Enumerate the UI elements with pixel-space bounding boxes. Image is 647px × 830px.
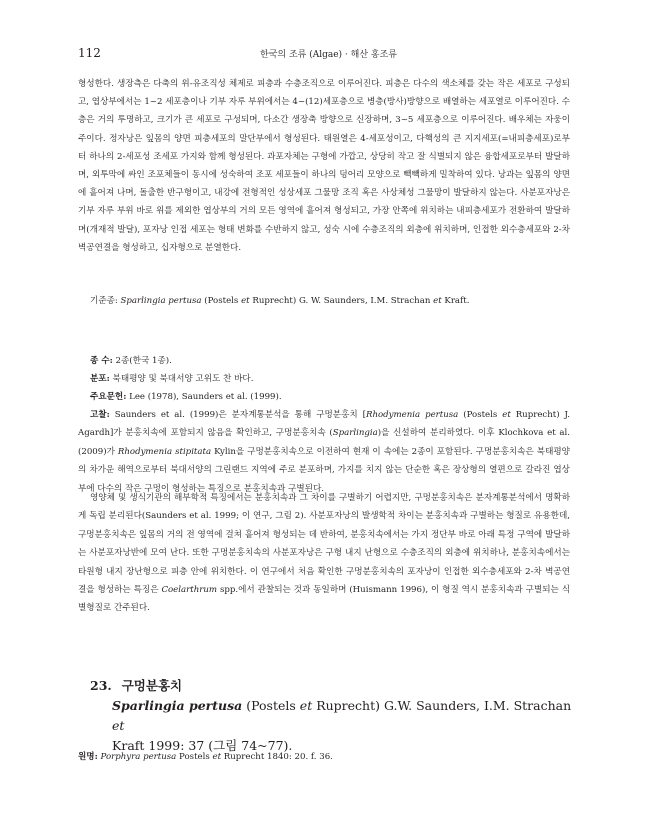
genus-description-paragraph: 형성한다. 생장측은 다축의 위-유조직성 체제로 피층과 수층조직으로 이루어진다. 피층은 다수의 색소체를 갖는 작은 세포로 구성되고, 엽상부에서는 1~2 세포층이나 기부 자루 부위에서는 4~(12)세포층으로 병층(방사)방향으로 배열하는 세포열로 이루어진다. 수층은 거의 투명하고, 크기가 큰 세포로 구성되며, 다소간 생장축 방향으로 신장하며, 3~5 세포층으로 이루어진다. 배우체는 자웅이주이다. 정자낭은 잎몸의 양면 피층세포의 말단부에서 형성된다. 태원열은 4-세포성이고, 다핵성의 큰 지지세포(=내피층세포)로부터 하나의 2-세포성 조세포 가지와 함께 형성된다. 과포자체는 구형에 가깝고, 상당히 작고 잘 식별되지 않은 융합세포로부터 발달하며, 외투막에 싸인 조포체들이 동시에 성숙하여 조포 세포들이 하나의 덩어리 모양으로 빽빽하게 밀착하여 있다. 낭과는 잎몸의 양면에 흩어져 나며, 돌출한 반구형이고, 내강에 전형적인 성상세포 그물망 조직 혹은 사상체성 그물망이 발달하지 않는다. 사분포자낭은 기부 자루 부위 바로 위를 제외한 엽상부의 거의 모든 영역에 흩어져 형성되고, 가장 안쪽에 위치하는 내피층세포가 전환하여 발달하며(개재적 발달), 포자낭 인접 세포는 형태 변화를 수반하지 않고, 성숙 시에 수층조직의 외층에 위치하며, 인접한 외수층세포와 2-차 벽공연결을 형성하고, 십자형으로 분열한다. — [78, 79, 570, 253]
species-author-a: (Postels — [246, 698, 296, 713]
remarks-italic-3: Sparlingia — [332, 428, 378, 439]
synonym-label: 원명: — [78, 752, 98, 762]
remarks-text-4: )을 신설하여 분리하였다. 이후 Klochkova et al. (2009)가 — [78, 428, 570, 457]
species-et-2: et — [112, 718, 125, 733]
anatomy-text-2: spp.에서 관찰되는 것과 동일하며 (Huismann 1996), 이 형질 역시 분홍치속과 구별되는 식별형질로 간주된다. — [78, 585, 571, 614]
type-species-line — [90, 292, 570, 310]
distribution-value: 북태평양 및 북대서양 고위도 찬 바다. — [112, 374, 254, 384]
species-count-value: 2종(한국 1종). — [115, 356, 172, 366]
anatomy-paragraph — [78, 489, 570, 618]
remarks-italic-1: Rhodymenia pertusa — [365, 410, 459, 420]
species-scientific-name: Sparlingia pertusa — [112, 698, 243, 713]
remarks-italic-4: Rhodymenia stipitata — [117, 446, 212, 457]
synonym-author-a: Postels — [179, 752, 210, 762]
type-species-et-2: et — [433, 296, 442, 306]
species-author-b: Ruprecht) G.W. Saunders, I.M. Strachan — [316, 698, 572, 713]
remarks-italic-2: et — [502, 410, 511, 420]
references-line — [90, 388, 570, 406]
anatomy-text-1: 영양체 및 생식기관의 해부학적 특징에서는 분홍치속과 그 차이를 구별하기 어렵지만, 구멍분홍치속은 분자계통분석에서 명확하게 독립 분리된다(Saunders et al. 1999; 이 연구, 그림 2). 사분포자낭의 발생학적 차이는 분홍치속과 구별하는 형질로 유용한데, 구멍분홍치속은 잎몸의 거의 전 영역에 걸쳐 흩어져 형성되는 데 반하여, 분홍치속에서는 가지 정단부 바로 아래 특정 구역에 발달하는 사분포자낭반에 모여 난다. 또한 구멍분홍치속의 사분포자낭은 구형 내지 난형으로 수층조직의 외층에 위치하나, 분홍치속에서는 타원형 내지 장난형으로 피층 안에 위치한다. 이 연구에서 처음 확인한 구멍분홍치속의 포자낭이 인접한 외수층세포와 2-차 벽공연결을 형성하는 특징은 — [78, 493, 570, 596]
distribution-label: 분포: — [90, 374, 110, 384]
type-species-author-a: (Postels — [204, 296, 239, 306]
type-species-label: 기준종: — [90, 296, 118, 306]
species-count-line — [90, 352, 570, 370]
type-species-name: Sparlingia pertusa — [120, 296, 202, 306]
remarks-text-3: Ruprecht) J. Agardh]가 분홍치속에 포함되지 않음을 확인하고, 구멍분홍치속 ( — [78, 410, 570, 439]
type-species-author-c: Kraft. — [444, 296, 470, 306]
type-species-author-b: Ruprecht) G. W. Saunders, I.M. Strachan — [252, 296, 431, 306]
type-species-et-1: et — [241, 296, 250, 306]
remarks-paragraph — [78, 406, 570, 498]
page-number: 112 — [78, 46, 101, 60]
remarks-text-1: Saunders et al. (1999)은 분자계통분석을 통해 구멍분홍치 [ — [114, 410, 366, 420]
anatomy-italic-genus: Coelarthrum — [161, 585, 218, 596]
species-number: 23. — [90, 678, 112, 693]
species-count-label: 종 수: — [90, 356, 113, 366]
remarks-label: 고찰: — [90, 410, 110, 420]
synonym-author-b: Ruprecht 1840: 20. f. 36. — [223, 752, 333, 762]
distribution-line — [90, 370, 570, 388]
synonym-line — [78, 750, 333, 762]
species-citation: Kraft 1999: 37 (그림 74~77). — [112, 738, 293, 753]
species-heading — [90, 676, 580, 756]
remarks-text-5: Kylin을 구멍분홍치속으로 이전하여 현재 이 속에는 2종이 포함된다. 구멍분홍치속은 북태평양의 차가운 해역으로부터 북대서양의 그린랜드 지역에 주로 분포하며, 가지를 치지 않는 단순한 혹은 장상형의 열편으로 갈라진 엽상부에 다수의 작은 구멍이 형성하는 특징으로 분홍치속과 구별된다. — [78, 446, 570, 494]
references-value: Lee (1978), Saunders et al. (1999). — [129, 392, 282, 402]
synonym-et: et — [212, 752, 222, 762]
species-korean-name: 구멍분홍치 — [121, 678, 183, 693]
running-header: 한국의 조류 (Algae) · 해산 홍조류 — [260, 50, 397, 60]
references-label: 주요문헌: — [90, 392, 127, 402]
species-et-1: et — [299, 698, 313, 713]
remarks-text-2: (Postels — [458, 410, 503, 420]
synonym-name: Porphyra pertusa — [100, 752, 177, 762]
